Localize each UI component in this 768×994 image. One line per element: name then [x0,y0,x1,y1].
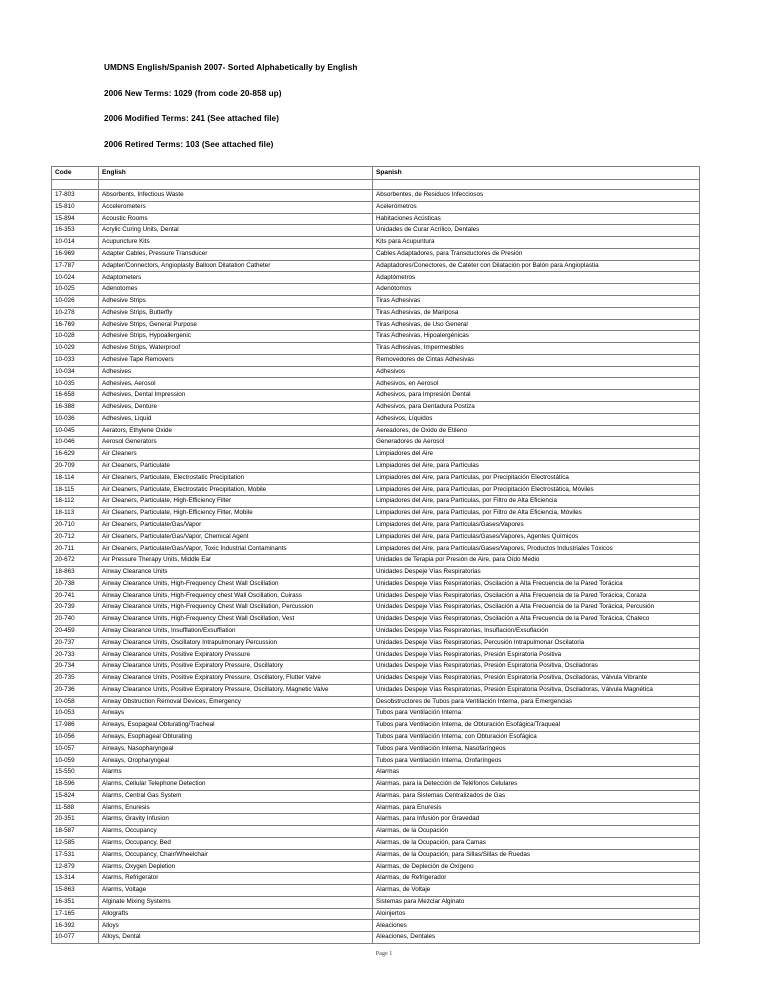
cell-spanish: Adaptómetros [373,272,700,284]
table-row [52,802,700,814]
cell-spanish: Cables Adaptadores, para Transductores de Presión [373,248,700,260]
document-header [104,63,704,150]
table-row [52,390,700,402]
table-row [52,779,700,791]
cell-spanish: Removedores de Cintas Adhesivas [373,354,700,366]
cell-code: 10-057 [52,743,99,755]
cell-code: 10-278 [52,307,99,319]
table-row [52,720,700,732]
cell-english: Alarms, Central Gas System [99,790,373,802]
cell-spanish: Tubos para Ventilación Interna, con Obturación Esofágica [373,731,700,743]
cell-english [99,179,373,189]
column-header-code: Code [52,167,99,180]
cell-code: 20-710 [52,519,99,531]
table-row [52,484,700,496]
table-row [52,673,700,685]
cell-spanish: Acelerómetros [373,201,700,213]
cell-code: 10-028 [52,331,99,343]
cell-spanish: Unidades Despeje Vías Respiratorias, Oscilación a Alta Frecuencia de la Pared Torácica, Percusión [373,602,700,614]
cell-english: Adapter Cables, Pressure Transducer [99,248,373,260]
cell-code: 10-059 [52,755,99,767]
cell-spanish [373,179,700,189]
cell-code: 20-734 [52,661,99,673]
cell-english: Alarms, Oxygen Depletion [99,861,373,873]
cell-english: Adhesives [99,366,373,378]
cell-english: Adaptometers [99,272,373,284]
cell-code: 15-863 [52,885,99,897]
cell-code: 10-058 [52,696,99,708]
cell-english: Alginate Mixing Systems [99,896,373,908]
cell-english: Alarms, Occupancy, Chair/Wheelchair [99,849,373,861]
cell-code: 18-587 [52,826,99,838]
table-row [52,920,700,932]
table-row [52,590,700,602]
table-row [52,637,700,649]
cell-english: Acrylic Curing Units, Dental [99,225,373,237]
cell-code: 15-824 [52,790,99,802]
cell-english: Adhesive Strips, Hypoallergenic [99,331,373,343]
cell-spanish: Limpiadores del Aire, para Partículas, por Filtro de Alta Eficiencia, Móviles [373,508,700,520]
table-row [52,437,700,449]
cell-english: Airways [99,708,373,720]
table-row [52,284,700,296]
cell-english: Adhesives, Denture [99,402,373,414]
cell-spanish: Unidades Despeje Vías Respiratorias, Presión Espiratoria Positiva, Osciladoras, Válvula Magnética [373,684,700,696]
cell-spanish: Limpiadores del Aire, para Partículas [373,460,700,472]
table-row [52,260,700,272]
cell-code [52,179,99,189]
cell-english: Adhesives, Liquid [99,413,373,425]
cell-spanish: Adhesivos [373,366,700,378]
cell-english: Alarms [99,767,373,779]
table-row [52,519,700,531]
cell-english: Alarms, Enuresis [99,802,373,814]
cell-spanish: Unidades Despeje Vías Respiratorias, Oscilación a Alta Frecuencia de la Pared Torácica, Coraza [373,590,700,602]
cell-english: Airway Clearance Units [99,566,373,578]
table-row [52,649,700,661]
cell-code: 10-077 [52,932,99,944]
table-row [52,790,700,802]
cell-spanish: Unidades Despeje Vías Respiratorias, Insuflación/Exsuflación [373,625,700,637]
cell-code: 12-879 [52,861,99,873]
cell-english: Accelerometers [99,201,373,213]
cell-english: Airway Clearance Units, Positive Expiratory Pressure, Oscillatory [99,661,373,673]
cell-english: Air Cleaners, Particulate/Gas/Vapor [99,519,373,531]
cell-code: 16-392 [52,920,99,932]
table-row [52,566,700,578]
cell-code: 17-531 [52,849,99,861]
cell-english: Airways, Oropharyngeal [99,755,373,767]
table-row [52,225,700,237]
cell-code: 16-969 [52,248,99,260]
table-row [52,684,700,696]
table-row [52,460,700,472]
table-row [52,449,700,461]
cell-spanish: Adaptadores/Conectores, de Catéter con Dilatación por Balón para Angioplastia [373,260,700,272]
cell-spanish: Aleaciones, Dentales [373,932,700,944]
cell-code: 10-053 [52,708,99,720]
table-row [52,555,700,567]
cell-spanish: Alarmas, para Enuresis [373,802,700,814]
cell-english: Adapter/Connectors, Angioplasty Balloon Dilatation Catheter [99,260,373,272]
cell-english: Acupuncture Kits [99,237,373,249]
table-row [52,661,700,673]
table-row [52,425,700,437]
cell-code: 15-810 [52,201,99,213]
table-row [52,189,700,201]
cell-spanish: Alarmas, de Depleción de Oxígeno [373,861,700,873]
cell-english: Air Cleaners, Particulate, High-Efficiency Filter [99,496,373,508]
cell-code: 18-596 [52,779,99,791]
cell-english: Airway Clearance Units, High-Frequency Chest Wall Oscillation, Vest [99,614,373,626]
document-title: UMDNS English/Spanish 2007- Sorted Alphabetically by English [104,63,358,72]
cell-english: Alarms, Refrigerator [99,873,373,885]
cell-spanish: Unidades Despeje Vías Respiratorias, Presión Espiratoria Positiva, Osciladoras, Válvula Vibrante [373,673,700,685]
cell-english: Alarms, Voltage [99,885,373,897]
table-row [52,614,700,626]
cell-spanish: Limpiadores del Aire, para Partículas/Gases/Vapores, Productos Industriales Tóxicos [373,543,700,555]
cell-code: 20-736 [52,684,99,696]
cell-code: 18-112 [52,496,99,508]
cell-spanish: Tubos para Ventilación Interna, Orofaríngeos [373,755,700,767]
cell-code: 18-115 [52,484,99,496]
table-row [52,531,700,543]
table-row [52,201,700,213]
cell-code: 16-353 [52,225,99,237]
cell-code: 10-026 [52,296,99,308]
cell-code: 17-165 [52,908,99,920]
table-row [52,543,700,555]
page-footer: Page 1 [375,950,393,957]
cell-code: 10-034 [52,366,99,378]
cell-code: 17-803 [52,189,99,201]
cell-english: Air Cleaners, Particulate, High-Efficiency Filter, Mobile [99,508,373,520]
cell-english: Airway Obstruction Removal Devices, Emergency [99,696,373,708]
cell-code: 20-741 [52,590,99,602]
cell-code: 10-046 [52,437,99,449]
table-row [52,402,700,414]
umdns-terms-table [51,166,700,944]
cell-english: Adhesive Strips, Waterproof [99,343,373,355]
table-row [52,708,700,720]
cell-code: 20-351 [52,814,99,826]
cell-english: Air Cleaners, Particulate, Electrostatic Precipitation, Mobile [99,484,373,496]
cell-spanish: Tiras Adhesivas, de Uso General [373,319,700,331]
table-row [52,625,700,637]
cell-english: Acoustic Rooms [99,213,373,225]
cell-spanish: Alarmas, de la Ocupación [373,826,700,838]
cell-spanish: Aleaciones [373,920,700,932]
cell-code: 10-033 [52,354,99,366]
cell-spanish: Unidades Despeje Vías Respiratorias, Percusión Intrapulmonar Oscilatoria [373,637,700,649]
cell-spanish: Tiras Adhesivas [373,296,700,308]
cell-english: Airway Clearance Units, Positive Expiratory Pressure, Oscillatory, Magnetic Valve [99,684,373,696]
cell-english: Adhesives, Dental Impression [99,390,373,402]
table-row [52,413,700,425]
cell-spanish: Tubos para Ventilación Interna, Nasofaríngeos [373,743,700,755]
cell-english: Aerators, Ethylene Oxide [99,425,373,437]
table-row [52,472,700,484]
cell-code: 20-712 [52,531,99,543]
cell-spanish: Unidades de Terapia por Presión de Aire, para Oído Medio [373,555,700,567]
table-row [52,354,700,366]
cell-code: 15-550 [52,767,99,779]
cell-code: 12-585 [52,837,99,849]
cell-english: Adhesive Strips, Butterfly [99,307,373,319]
cell-spanish: Limpiadores del Aire, para Partículas, por Filtro de Alta Eficiencia [373,496,700,508]
cell-code: 16-629 [52,449,99,461]
cell-code: 16-388 [52,402,99,414]
cell-spanish: Desobstructores de Tubos para Ventilación Interna, para Emergencias [373,696,700,708]
cell-code: 20-709 [52,460,99,472]
cell-english: Allografts [99,908,373,920]
cell-english: Airway Clearance Units, Positive Expiratory Pressure [99,649,373,661]
table-row [52,296,700,308]
table-row [52,343,700,355]
cell-english: Absorbents, Infectious Waste [99,189,373,201]
cell-code: 16-769 [52,319,99,331]
cell-english: Air Cleaners, Particulate, Electrostatic Precipitation [99,472,373,484]
cell-english: Alarms, Occupancy, Bed [99,837,373,849]
cell-spanish: Adhesivos, Líquidos [373,413,700,425]
table-row [52,896,700,908]
cell-spanish: Adhesivos, para Dentadura Postiza [373,402,700,414]
cell-code: 10-035 [52,378,99,390]
cell-english: Airway Clearance Units, High-Frequency Chest Wall Oscillation [99,578,373,590]
cell-english: Airway Clearance Units, Insufflation/Exsufflation [99,625,373,637]
cell-english: Alarms, Gravity Infusion [99,814,373,826]
cell-code: 18-863 [52,566,99,578]
cell-english: Air Cleaners, Particulate/Gas/Vapor, Chemical Agent [99,531,373,543]
cell-code: 10-045 [52,425,99,437]
cell-spanish: Tiras Adhesivas, Impermeables [373,343,700,355]
cell-spanish: Limpiadores del Aire, para Partículas/Gases/Vapores [373,519,700,531]
cell-code: 20-459 [52,625,99,637]
cell-english: Airways, Esophageal Obturating [99,731,373,743]
cell-spanish: Alarmas, para la Detección de Teléfonos Celulares [373,779,700,791]
table-row [52,179,700,189]
cell-english: Airway Clearance Units, High-Frequency Chest Wall Oscillation, Percussion [99,602,373,614]
cell-spanish: Alarmas, de Voltaje [373,885,700,897]
cell-spanish: Alarmas, de la Ocupación, para Camas [373,837,700,849]
cell-code: 10-029 [52,343,99,355]
cell-code: 16-351 [52,896,99,908]
cell-code: 18-114 [52,472,99,484]
cell-english: Adhesive Strips, General Purpose [99,319,373,331]
cell-spanish: Adenótomos [373,284,700,296]
table-row [52,826,700,838]
cell-english: Airway Clearance Units, High-Frequency chest Wall Oscillation, Cuirass [99,590,373,602]
cell-english: Adhesive Tape Removers [99,354,373,366]
cell-spanish: Unidades Despeje Vías Respiratorias, Oscilación a Alta Frecuencia de la Pared Torácica [373,578,700,590]
cell-english: Air Cleaners, Particulate/Gas/Vapor, Toxic Industrial Contaminants [99,543,373,555]
cell-code: 10-025 [52,284,99,296]
table-row [52,849,700,861]
cell-spanish: Tiras Adhesivas, Hipoalergénicas [373,331,700,343]
cell-spanish: Limpiadores del Aire, para Partículas/Gases/Vapores, Agentes Químicos [373,531,700,543]
table-row [52,743,700,755]
table-row [52,885,700,897]
cell-english: Airways, Nasopharyngeal [99,743,373,755]
cell-spanish: Alarmas, para Sistemas Centralizados de Gas [373,790,700,802]
table-row [52,873,700,885]
cell-code: 20-672 [52,555,99,567]
cell-english: Airway Clearance Units, Positive Expiratory Pressure, Oscillatory, Flutter Valve [99,673,373,685]
table-row [52,932,700,944]
cell-spanish: Aereadores, de Oxido de Etileno [373,425,700,437]
cell-english: Adhesives, Aerosol [99,378,373,390]
cell-english: Air Pressure Therapy Units, Middle Ear [99,555,373,567]
cell-code: 20-737 [52,637,99,649]
cell-code: 17-986 [52,720,99,732]
cell-spanish: Limpiadores del Aire, para Partículas, por Precipitación Electrostática [373,472,700,484]
table-row [52,319,700,331]
cell-spanish: Unidades Despeje Vías Respiratorias, Oscilación a Alta Frecuencia de la Pared Torácica, Chaleco [373,614,700,626]
cell-english: Aerosol Generators [99,437,373,449]
table-header-row [52,167,700,180]
table-row [52,602,700,614]
cell-code: 20-711 [52,543,99,555]
new-terms-line: 2006 New Terms: 1029 (from code 20-858 up) [104,88,282,98]
cell-english: Alloys [99,920,373,932]
cell-english: Airway Clearance Units, Oscillatory Intrapulmonary Percussion [99,637,373,649]
cell-code: 11-588 [52,802,99,814]
cell-spanish: Habitaciones Acústicas [373,213,700,225]
table-row [52,908,700,920]
cell-spanish: Limpiadores del Aire [373,449,700,461]
cell-spanish: Sistemas para Mezclar Alginato [373,896,700,908]
column-header-spanish: Spanish [373,167,700,180]
table-row [52,366,700,378]
cell-spanish: Limpiadores del Aire, para Partículas, por Precipitación Electrostática, Móviles [373,484,700,496]
table-row [52,307,700,319]
cell-spanish: Unidades de Curar Acrílico, Dentales [373,225,700,237]
table-row [52,861,700,873]
cell-spanish: Adhesivos, para Impresión Dental [373,390,700,402]
table-row [52,237,700,249]
cell-english: Alarms, Occupancy [99,826,373,838]
cell-code: 16-658 [52,390,99,402]
table-row [52,837,700,849]
cell-english: Alarms, Cellular Telephone Detection [99,779,373,791]
table-row [52,755,700,767]
table-header [52,167,700,180]
cell-english: Airways, Esopageal Obturating/Tracheal [99,720,373,732]
cell-code: 20-738 [52,578,99,590]
table-row [52,272,700,284]
table-body [52,179,700,943]
retired-terms-line: 2006 Retired Terms: 103 (See attached file) [104,139,274,149]
table-row [52,496,700,508]
cell-english: Adenotomes [99,284,373,296]
cell-spanish: Tubos para Ventilación Interna, de Obturación Esofágica/Traqueal [373,720,700,732]
cell-spanish: Unidades Despeje Vías Respiratorias [373,566,700,578]
cell-english: Alloys, Dental [99,932,373,944]
table-row [52,378,700,390]
cell-english: Adhesive Strips [99,296,373,308]
cell-code: 20-735 [52,673,99,685]
cell-spanish: Aloinjertos [373,908,700,920]
cell-code: 15-894 [52,213,99,225]
cell-code: 10-014 [52,237,99,249]
cell-spanish: Absorbentes, de Residuos Infecciosos [373,189,700,201]
cell-spanish: Adhesivos, en Aerosol [373,378,700,390]
table-row [52,331,700,343]
cell-spanish: Kits para Acupuntura [373,237,700,249]
cell-spanish: Generadores de Aerosol [373,437,700,449]
cell-spanish: Alarmas, de la Ocupación, para Sillas/Sillas de Ruedas [373,849,700,861]
cell-code: 18-113 [52,508,99,520]
cell-spanish: Alarmas, de Refrigerador [373,873,700,885]
cell-spanish: Alarmas, para Infusión por Gravedad [373,814,700,826]
cell-code: 20-739 [52,602,99,614]
cell-code: 20-733 [52,649,99,661]
cell-english: Air Cleaners [99,449,373,461]
cell-code: 10-024 [52,272,99,284]
table-row [52,767,700,779]
cell-code: 13-314 [52,873,99,885]
column-header-english: English [99,167,373,180]
cell-spanish: Unidades Despeje Vías Respiratorias, Presión Espiratoria Positiva [373,649,700,661]
cell-spanish: Alarmas [373,767,700,779]
table-row [52,731,700,743]
table-row [52,696,700,708]
cell-english: Air Cleaners, Particulate [99,460,373,472]
table-row [52,213,700,225]
table-row [52,814,700,826]
cell-spanish: Unidades Despeje Vías Respiratorias, Presión Espiratoria Positiva, Osciladoras [373,661,700,673]
cell-code: 10-056 [52,731,99,743]
cell-spanish: Tubos para Ventilación Interna [373,708,700,720]
table-row [52,578,700,590]
cell-code: 20-740 [52,614,99,626]
cell-code: 17-787 [52,260,99,272]
modified-terms-line: 2006 Modified Terms: 241 (See attached file) [104,114,279,123]
cell-code: 10-036 [52,413,99,425]
table-row [52,508,700,520]
table-row [52,248,700,260]
cell-spanish: Tiras Adhesivas, de Mariposa [373,307,700,319]
